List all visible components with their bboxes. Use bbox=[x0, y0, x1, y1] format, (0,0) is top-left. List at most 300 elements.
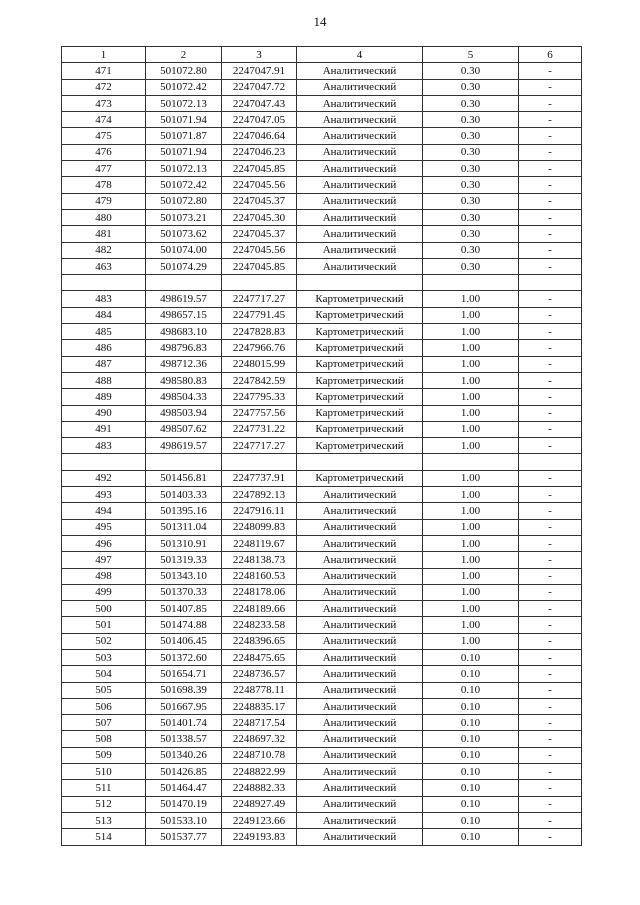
accuracy-cell: 1.00 bbox=[423, 601, 519, 617]
method-cell: Аналитический bbox=[297, 209, 423, 225]
accuracy-cell: 0.30 bbox=[423, 177, 519, 193]
method-cell: Аналитический bbox=[297, 193, 423, 209]
point-number-cell: 463 bbox=[62, 258, 146, 274]
accuracy-cell: 0.30 bbox=[423, 226, 519, 242]
x-coordinate-cell: 498796.83 bbox=[146, 340, 222, 356]
method-cell: Аналитический bbox=[297, 79, 423, 95]
y-coordinate-cell: 2248882.33 bbox=[222, 780, 297, 796]
x-coordinate-cell: 498619.57 bbox=[146, 438, 222, 454]
note-cell: - bbox=[519, 242, 582, 258]
method-cell: Картометрический bbox=[297, 372, 423, 388]
method-cell: Аналитический bbox=[297, 161, 423, 177]
x-coordinate-cell: 501072.42 bbox=[146, 177, 222, 193]
y-coordinate-cell: 2248475.65 bbox=[222, 649, 297, 665]
x-coordinate-cell: 498712.36 bbox=[146, 356, 222, 372]
accuracy-cell: 0.30 bbox=[423, 63, 519, 79]
x-coordinate-cell: 501310.91 bbox=[146, 535, 222, 551]
y-coordinate-cell: 2248015.99 bbox=[222, 356, 297, 372]
y-coordinate-cell bbox=[222, 454, 297, 470]
table-row bbox=[62, 796, 582, 812]
method-cell: Аналитический bbox=[297, 503, 423, 519]
point-number-cell: 507 bbox=[62, 715, 146, 731]
note-cell: - bbox=[519, 535, 582, 551]
x-coordinate-cell: 501372.60 bbox=[146, 649, 222, 665]
accuracy-cell: 0.30 bbox=[423, 193, 519, 209]
method-cell: Аналитический bbox=[297, 780, 423, 796]
x-coordinate-cell: 501470.19 bbox=[146, 796, 222, 812]
accuracy-cell: 0.30 bbox=[423, 242, 519, 258]
point-number-cell: 502 bbox=[62, 633, 146, 649]
table-row bbox=[62, 209, 582, 225]
x-coordinate-cell: 501698.39 bbox=[146, 682, 222, 698]
y-coordinate-cell: 2248927.49 bbox=[222, 796, 297, 812]
method-cell: Аналитический bbox=[297, 487, 423, 503]
point-number-cell: 512 bbox=[62, 796, 146, 812]
note-cell: - bbox=[519, 63, 582, 79]
x-coordinate-cell: 501474.88 bbox=[146, 617, 222, 633]
column-header: 6 bbox=[519, 47, 582, 63]
method-cell: Картометрический bbox=[297, 470, 423, 486]
point-number-cell: 476 bbox=[62, 144, 146, 160]
x-coordinate-cell: 498580.83 bbox=[146, 372, 222, 388]
point-number-cell: 496 bbox=[62, 535, 146, 551]
point-number-cell: 488 bbox=[62, 372, 146, 388]
note-cell: - bbox=[519, 617, 582, 633]
note-cell: - bbox=[519, 682, 582, 698]
y-coordinate-cell: 2247717.27 bbox=[222, 291, 297, 307]
method-cell: Аналитический bbox=[297, 144, 423, 160]
point-number-cell: 493 bbox=[62, 487, 146, 503]
y-coordinate-cell: 2247045.37 bbox=[222, 193, 297, 209]
table-row bbox=[62, 226, 582, 242]
point-number-cell bbox=[62, 454, 146, 470]
accuracy-cell: 0.10 bbox=[423, 698, 519, 714]
y-coordinate-cell: 2247046.64 bbox=[222, 128, 297, 144]
accuracy-cell: 1.00 bbox=[423, 568, 519, 584]
accuracy-cell bbox=[423, 454, 519, 470]
y-coordinate-cell: 2248160.53 bbox=[222, 568, 297, 584]
point-number-cell: 483 bbox=[62, 438, 146, 454]
note-cell: - bbox=[519, 421, 582, 437]
table-row bbox=[62, 128, 582, 144]
table-row bbox=[62, 649, 582, 665]
point-number-cell: 473 bbox=[62, 95, 146, 111]
y-coordinate-cell: 2247046.23 bbox=[222, 144, 297, 160]
y-coordinate-cell: 2247791.45 bbox=[222, 307, 297, 323]
accuracy-cell: 0.10 bbox=[423, 780, 519, 796]
note-cell: - bbox=[519, 796, 582, 812]
method-cell: Аналитический bbox=[297, 601, 423, 617]
table-row bbox=[62, 144, 582, 160]
point-number-cell: 489 bbox=[62, 389, 146, 405]
y-coordinate-cell: 2248822.99 bbox=[222, 764, 297, 780]
table-row bbox=[62, 568, 582, 584]
accuracy-cell: 1.00 bbox=[423, 291, 519, 307]
x-coordinate-cell: 501071.94 bbox=[146, 112, 222, 128]
table-row bbox=[62, 780, 582, 796]
note-cell: - bbox=[519, 829, 582, 845]
note-cell: - bbox=[519, 128, 582, 144]
table-row bbox=[62, 275, 582, 291]
method-cell: Аналитический bbox=[297, 715, 423, 731]
y-coordinate-cell: 2248717.54 bbox=[222, 715, 297, 731]
table-row bbox=[62, 242, 582, 258]
note-cell: - bbox=[519, 470, 582, 486]
accuracy-cell: 1.00 bbox=[423, 389, 519, 405]
table-row bbox=[62, 324, 582, 340]
note-cell: - bbox=[519, 372, 582, 388]
y-coordinate-cell: 2247842.59 bbox=[222, 372, 297, 388]
y-coordinate-cell: 2247731.22 bbox=[222, 421, 297, 437]
note-cell: - bbox=[519, 112, 582, 128]
table-row bbox=[62, 79, 582, 95]
y-coordinate-cell: 2247757.56 bbox=[222, 405, 297, 421]
accuracy-cell: 1.00 bbox=[423, 552, 519, 568]
table-row bbox=[62, 601, 582, 617]
y-coordinate-cell: 2248396.65 bbox=[222, 633, 297, 649]
y-coordinate-cell: 2247045.56 bbox=[222, 242, 297, 258]
accuracy-cell: 0.30 bbox=[423, 128, 519, 144]
table-row bbox=[62, 747, 582, 763]
method-cell: Аналитический bbox=[297, 764, 423, 780]
method-cell: Картометрический bbox=[297, 405, 423, 421]
point-number-cell: 511 bbox=[62, 780, 146, 796]
x-coordinate-cell: 501370.33 bbox=[146, 584, 222, 600]
table-row bbox=[62, 812, 582, 828]
note-cell bbox=[519, 275, 582, 291]
y-coordinate-cell: 2248233.58 bbox=[222, 617, 297, 633]
x-coordinate-cell: 501073.62 bbox=[146, 226, 222, 242]
accuracy-cell: 1.00 bbox=[423, 438, 519, 454]
method-cell: Картометрический bbox=[297, 340, 423, 356]
accuracy-cell: 0.30 bbox=[423, 209, 519, 225]
accuracy-cell: 0.30 bbox=[423, 79, 519, 95]
method-cell: Аналитический bbox=[297, 812, 423, 828]
x-coordinate-cell bbox=[146, 275, 222, 291]
point-number-cell: 485 bbox=[62, 324, 146, 340]
column-header: 2 bbox=[146, 47, 222, 63]
point-number-cell: 499 bbox=[62, 584, 146, 600]
x-coordinate-cell: 501395.16 bbox=[146, 503, 222, 519]
x-coordinate-cell: 501654.71 bbox=[146, 666, 222, 682]
table-row bbox=[62, 682, 582, 698]
x-coordinate-cell: 501456.81 bbox=[146, 470, 222, 486]
note-cell: - bbox=[519, 747, 582, 763]
table-row bbox=[62, 829, 582, 845]
point-number-cell: 484 bbox=[62, 307, 146, 323]
table-row bbox=[62, 389, 582, 405]
point-number-cell: 486 bbox=[62, 340, 146, 356]
note-cell: - bbox=[519, 698, 582, 714]
point-number-cell: 504 bbox=[62, 666, 146, 682]
method-cell: Аналитический bbox=[297, 63, 423, 79]
x-coordinate-cell: 501340.26 bbox=[146, 747, 222, 763]
method-cell: Аналитический bbox=[297, 649, 423, 665]
method-cell: Картометрический bbox=[297, 307, 423, 323]
y-coordinate-cell: 2247916.11 bbox=[222, 503, 297, 519]
point-number-cell: 479 bbox=[62, 193, 146, 209]
x-coordinate-cell: 501533.10 bbox=[146, 812, 222, 828]
x-coordinate-cell: 501311.04 bbox=[146, 519, 222, 535]
point-number-cell: 495 bbox=[62, 519, 146, 535]
y-coordinate-cell: 2247047.05 bbox=[222, 112, 297, 128]
accuracy-cell: 0.10 bbox=[423, 682, 519, 698]
x-coordinate-cell: 501072.80 bbox=[146, 193, 222, 209]
table-row bbox=[62, 731, 582, 747]
note-cell: - bbox=[519, 405, 582, 421]
method-cell: Картометрический bbox=[297, 356, 423, 372]
point-number-cell: 491 bbox=[62, 421, 146, 437]
method-cell: Аналитический bbox=[297, 519, 423, 535]
table-row bbox=[62, 552, 582, 568]
note-cell: - bbox=[519, 340, 582, 356]
method-cell: Картометрический bbox=[297, 438, 423, 454]
accuracy-cell: 0.10 bbox=[423, 829, 519, 845]
table-body bbox=[62, 47, 582, 846]
accuracy-cell: 1.00 bbox=[423, 487, 519, 503]
x-coordinate-cell: 501071.94 bbox=[146, 144, 222, 160]
note-cell: - bbox=[519, 812, 582, 828]
accuracy-cell: 0.10 bbox=[423, 812, 519, 828]
accuracy-cell: 1.00 bbox=[423, 503, 519, 519]
method-cell: Аналитический bbox=[297, 633, 423, 649]
point-number-cell: 514 bbox=[62, 829, 146, 845]
note-cell: - bbox=[519, 503, 582, 519]
point-number-cell: 478 bbox=[62, 177, 146, 193]
x-coordinate-cell: 498683.10 bbox=[146, 324, 222, 340]
note-cell: - bbox=[519, 161, 582, 177]
accuracy-cell: 0.30 bbox=[423, 144, 519, 160]
note-cell: - bbox=[519, 324, 582, 340]
y-coordinate-cell: 2247737.91 bbox=[222, 470, 297, 486]
note-cell: - bbox=[519, 389, 582, 405]
method-cell: Аналитический bbox=[297, 242, 423, 258]
y-coordinate-cell: 2247892.13 bbox=[222, 487, 297, 503]
x-coordinate-cell: 501403.33 bbox=[146, 487, 222, 503]
x-coordinate-cell: 501343.10 bbox=[146, 568, 222, 584]
table-row bbox=[62, 307, 582, 323]
point-number-cell: 508 bbox=[62, 731, 146, 747]
accuracy-cell: 1.00 bbox=[423, 372, 519, 388]
method-cell: Аналитический bbox=[297, 95, 423, 111]
note-cell: - bbox=[519, 258, 582, 274]
y-coordinate-cell: 2248778.11 bbox=[222, 682, 297, 698]
note-cell: - bbox=[519, 649, 582, 665]
method-cell: Картометрический bbox=[297, 291, 423, 307]
y-coordinate-cell: 2248697.32 bbox=[222, 731, 297, 747]
method-cell: Аналитический bbox=[297, 128, 423, 144]
method-cell: Аналитический bbox=[297, 796, 423, 812]
note-cell bbox=[519, 454, 582, 470]
table-row bbox=[62, 715, 582, 731]
column-header: 4 bbox=[297, 47, 423, 63]
x-coordinate-cell: 498504.33 bbox=[146, 389, 222, 405]
accuracy-cell: 1.00 bbox=[423, 356, 519, 372]
table-row bbox=[62, 177, 582, 193]
coordinates-table bbox=[61, 46, 582, 846]
y-coordinate-cell: 2249193.83 bbox=[222, 829, 297, 845]
accuracy-cell: 0.30 bbox=[423, 95, 519, 111]
method-cell: Аналитический bbox=[297, 682, 423, 698]
y-coordinate-cell: 2248099.83 bbox=[222, 519, 297, 535]
table-row bbox=[62, 503, 582, 519]
x-coordinate-cell: 501072.13 bbox=[146, 95, 222, 111]
table-row bbox=[62, 372, 582, 388]
note-cell: - bbox=[519, 584, 582, 600]
accuracy-cell: 1.00 bbox=[423, 519, 519, 535]
accuracy-cell: 1.00 bbox=[423, 340, 519, 356]
point-number-cell: 477 bbox=[62, 161, 146, 177]
note-cell: - bbox=[519, 780, 582, 796]
method-cell: Аналитический bbox=[297, 829, 423, 845]
point-number-cell: 505 bbox=[62, 682, 146, 698]
note-cell: - bbox=[519, 291, 582, 307]
accuracy-cell: 1.00 bbox=[423, 535, 519, 551]
note-cell: - bbox=[519, 177, 582, 193]
note-cell: - bbox=[519, 487, 582, 503]
point-number-cell: 500 bbox=[62, 601, 146, 617]
point-number-cell: 483 bbox=[62, 291, 146, 307]
accuracy-cell: 1.00 bbox=[423, 584, 519, 600]
table-row bbox=[62, 95, 582, 111]
accuracy-cell: 0.30 bbox=[423, 258, 519, 274]
note-cell: - bbox=[519, 307, 582, 323]
note-cell: - bbox=[519, 438, 582, 454]
y-coordinate-cell bbox=[222, 275, 297, 291]
point-number-cell: 498 bbox=[62, 568, 146, 584]
note-cell: - bbox=[519, 356, 582, 372]
x-coordinate-cell: 501426.85 bbox=[146, 764, 222, 780]
x-coordinate-cell: 501401.74 bbox=[146, 715, 222, 731]
accuracy-cell: 0.10 bbox=[423, 796, 519, 812]
method-cell bbox=[297, 454, 423, 470]
method-cell: Аналитический bbox=[297, 552, 423, 568]
note-cell: - bbox=[519, 715, 582, 731]
table-row bbox=[62, 487, 582, 503]
method-cell: Аналитический bbox=[297, 535, 423, 551]
y-coordinate-cell: 2249123.66 bbox=[222, 812, 297, 828]
y-coordinate-cell: 2247047.72 bbox=[222, 79, 297, 95]
note-cell: - bbox=[519, 764, 582, 780]
accuracy-cell: 0.10 bbox=[423, 764, 519, 780]
point-number-cell: 513 bbox=[62, 812, 146, 828]
accuracy-cell: 0.10 bbox=[423, 747, 519, 763]
point-number-cell: 506 bbox=[62, 698, 146, 714]
note-cell: - bbox=[519, 666, 582, 682]
x-coordinate-cell: 501074.00 bbox=[146, 242, 222, 258]
point-number-cell: 480 bbox=[62, 209, 146, 225]
x-coordinate-cell: 501407.85 bbox=[146, 601, 222, 617]
method-cell: Аналитический bbox=[297, 698, 423, 714]
y-coordinate-cell: 2248189.66 bbox=[222, 601, 297, 617]
method-cell: Аналитический bbox=[297, 731, 423, 747]
table-row bbox=[62, 421, 582, 437]
note-cell: - bbox=[519, 193, 582, 209]
point-number-cell: 501 bbox=[62, 617, 146, 633]
x-coordinate-cell: 498657.15 bbox=[146, 307, 222, 323]
x-coordinate-cell: 501073.21 bbox=[146, 209, 222, 225]
page-number: 14 bbox=[313, 14, 327, 29]
accuracy-cell: 0.30 bbox=[423, 112, 519, 128]
table-row bbox=[62, 698, 582, 714]
method-cell: Аналитический bbox=[297, 177, 423, 193]
y-coordinate-cell: 2247966.76 bbox=[222, 340, 297, 356]
note-cell: - bbox=[519, 144, 582, 160]
table-row bbox=[62, 584, 582, 600]
table-row bbox=[62, 258, 582, 274]
y-coordinate-cell: 2248119.67 bbox=[222, 535, 297, 551]
table-row bbox=[62, 405, 582, 421]
point-number-cell: 481 bbox=[62, 226, 146, 242]
accuracy-cell: 0.10 bbox=[423, 649, 519, 665]
method-cell: Картометрический bbox=[297, 389, 423, 405]
x-coordinate-cell: 501537.77 bbox=[146, 829, 222, 845]
note-cell: - bbox=[519, 95, 582, 111]
y-coordinate-cell: 2247047.91 bbox=[222, 63, 297, 79]
y-coordinate-cell: 2247795.33 bbox=[222, 389, 297, 405]
table-row bbox=[62, 112, 582, 128]
note-cell: - bbox=[519, 731, 582, 747]
point-number-cell: 497 bbox=[62, 552, 146, 568]
point-number-cell bbox=[62, 275, 146, 291]
x-coordinate-cell: 498503.94 bbox=[146, 405, 222, 421]
method-cell: Аналитический bbox=[297, 258, 423, 274]
x-coordinate-cell: 501072.80 bbox=[146, 63, 222, 79]
point-number-cell: 503 bbox=[62, 649, 146, 665]
x-coordinate-cell: 501464.47 bbox=[146, 780, 222, 796]
point-number-cell: 471 bbox=[62, 63, 146, 79]
y-coordinate-cell: 2248710.78 bbox=[222, 747, 297, 763]
x-coordinate-cell: 501667.95 bbox=[146, 698, 222, 714]
point-number-cell: 494 bbox=[62, 503, 146, 519]
accuracy-cell: 0.10 bbox=[423, 731, 519, 747]
method-cell: Картометрический bbox=[297, 421, 423, 437]
x-coordinate-cell: 501338.57 bbox=[146, 731, 222, 747]
accuracy-cell: 1.00 bbox=[423, 633, 519, 649]
table-row bbox=[62, 193, 582, 209]
y-coordinate-cell: 2248835.17 bbox=[222, 698, 297, 714]
y-coordinate-cell: 2247045.85 bbox=[222, 161, 297, 177]
table-row bbox=[62, 161, 582, 177]
accuracy-cell bbox=[423, 275, 519, 291]
point-number-cell: 490 bbox=[62, 405, 146, 421]
method-cell: Аналитический bbox=[297, 112, 423, 128]
method-cell: Аналитический bbox=[297, 226, 423, 242]
accuracy-cell: 1.00 bbox=[423, 405, 519, 421]
y-coordinate-cell: 2247045.37 bbox=[222, 226, 297, 242]
x-coordinate-cell: 501074.29 bbox=[146, 258, 222, 274]
y-coordinate-cell: 2247045.30 bbox=[222, 209, 297, 225]
y-coordinate-cell: 2247045.56 bbox=[222, 177, 297, 193]
method-cell: Аналитический bbox=[297, 568, 423, 584]
note-cell: - bbox=[519, 226, 582, 242]
point-number-cell: 482 bbox=[62, 242, 146, 258]
y-coordinate-cell: 2247828.83 bbox=[222, 324, 297, 340]
x-coordinate-cell: 501072.42 bbox=[146, 79, 222, 95]
point-number-cell: 487 bbox=[62, 356, 146, 372]
table-row bbox=[62, 291, 582, 307]
y-coordinate-cell: 2248178.06 bbox=[222, 584, 297, 600]
point-number-cell: 509 bbox=[62, 747, 146, 763]
method-cell: Картометрический bbox=[297, 324, 423, 340]
accuracy-cell: 1.00 bbox=[423, 324, 519, 340]
accuracy-cell: 0.10 bbox=[423, 715, 519, 731]
method-cell: Аналитический bbox=[297, 584, 423, 600]
column-header: 5 bbox=[423, 47, 519, 63]
note-cell: - bbox=[519, 209, 582, 225]
accuracy-cell: 1.00 bbox=[423, 617, 519, 633]
column-header: 3 bbox=[222, 47, 297, 63]
